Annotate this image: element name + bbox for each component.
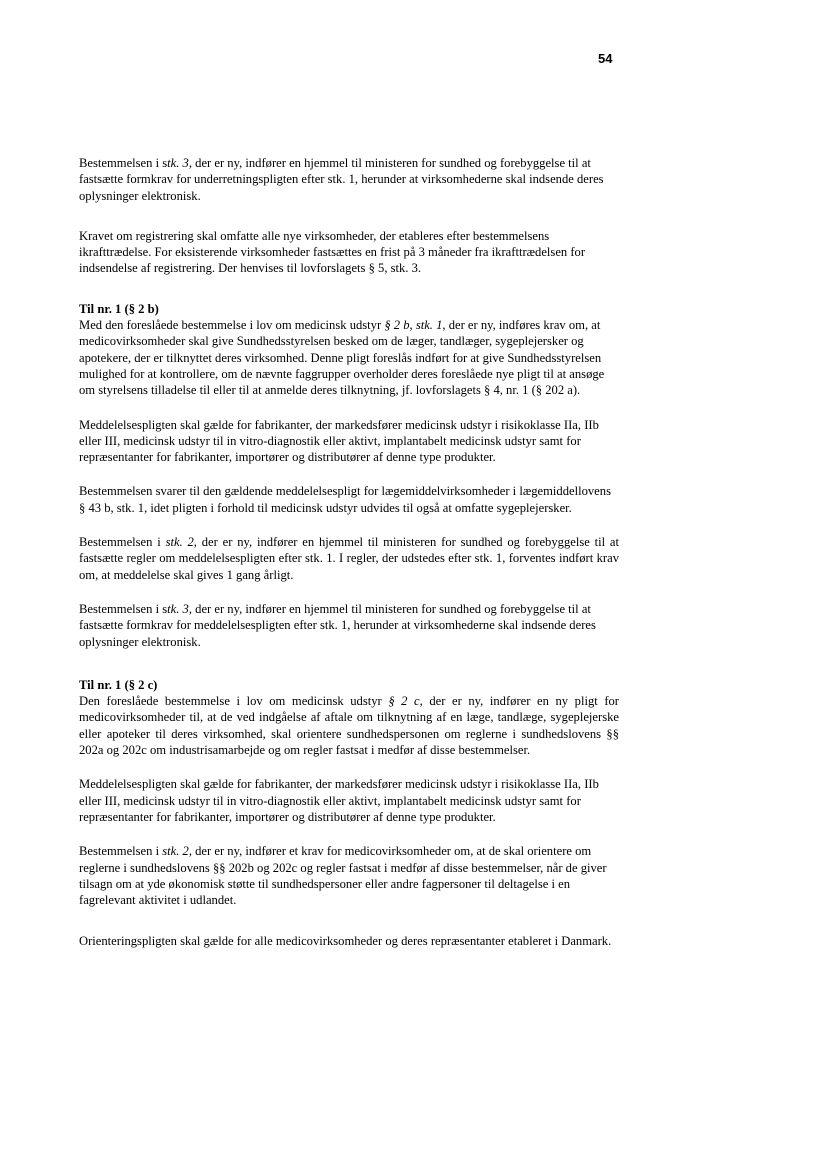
paragraph-svarer-til: Bestemmelsen svarer til den gældende meddelelsespligt for lægemiddelvirksomheder i lægemiddellovens § 43 b, stk. 1, idet pligten i forhold til medicinsk udstyr udvides til også at omfatte sygeplejersker. — [79, 484, 611, 515]
paragraph-stk2-orientering: Bestemmelsen i stk. 2, der er ny, indfører et krav for medicovirksomheder om, at de skal orientere om reglerne i sundhedslovens §§ 202b og 202c og regler fastsat i medfør af disse bestemmelser, når de giver tilsagn om at yde økonomisk støtte til sundhedspersoner eller andre fagpersoner til deltagelse i en fagrelevant aktivitet i udlandet. — [79, 844, 607, 908]
paragraph-meddelelsespligt-2: Meddelelsespligten skal gælde for fabrikanter, der markedsfører medicinsk udstyr i risikoklasse IIa, IIb eller III, medicinsk udstyr til in vitro-diagnostik eller aktivt, implantabelt medicinsk udstyr samt for repræsentanter for fabrikanter, importører og distributører af denne type produkter. — [79, 777, 599, 824]
page-number: 54 — [598, 51, 613, 66]
section-heading-2b: Til nr. 1 (§ 2 b) — [79, 301, 159, 316]
paragraph-2b-intro: Med den foreslåede bestemmelse i lov om medicinsk udstyr § 2 b, stk. 1, der er ny, indføres krav om, at medicovirksomheder skal give Sundhedsstyrelsen besked om de læger, tandlæger, sygeplejersker og apotekere, der er tilknyttet deres virksomhed. Denne pligt foreslås indført for at give Sundhedsstyrelsen mulighed for at kontrollere, om de nævnte faggrupper overholder deres foreslåede nye pligt til at ansøge om styrelsens tilladelse til eller til at anmelde deres tilknytning, jf. lovforslagets § 4, nr. 1 (§ 202 a). — [79, 318, 605, 398]
section-2b — [79, 301, 619, 399]
paragraph-stk3-meddelelse: Bestemmelsen i stk. 3, der er ny, indfører en hjemmel til ministeren for sundhed og forebyggelse til at fastsætte formkrav for meddelelsespligten efter stk. 1, herunder at virksomhederne skal indsende deres oplysninger elektronisk. — [79, 601, 596, 649]
document-body — [79, 155, 619, 950]
paragraph-stk2-regler: Bestemmelsen i stk. 2, der er ny, indfører en hjemmel til ministeren for sundhed og forebyggelse til at fastsætte regler om meddelelsespligten efter stk. 1. I regler, der udstedes efter stk. 1, forventes indført krav om, at meddelelse skal gives 1 gang årligt. — [79, 535, 620, 582]
paragraph-registrering: Kravet om registrering skal omfatte alle nye virksomheder, der etableres efter bestemmelsens ikrafttrædelse. For eksisterende virksomheder fastsættes en frist på 3 måneder fra ikrafttrædelsen for indsendelse af registrering. Der henvises til lovforslagets § 5, stk. 3. — [79, 228, 586, 276]
paragraph-stk3-underretning: Bestemmelsen i stk. 3, der er ny, indfører en hjemmel til ministeren for sundhed og forebyggelse til at fastsætte formkrav for underretningspligten efter stk. 1, herunder at virksomhederne skal indsende deres oplysninger elektronisk. — [79, 156, 604, 203]
paragraph-orienteringspligt: Orienteringspligten skal gælde for alle medicovirksomheder og deres repræsentanter etableret i Danmark. — [79, 934, 612, 949]
paragraph-2c-intro: Den foreslåede bestemmelse i lov om medicinsk udstyr § 2 c, der er ny, indfører en ny pligt for medicovirksomheder til, at de ved indgåelse af aftale om tilknytning af en læge, tandlæge, sygeplejerske eller apoteker til deres virksomhed, skal orientere sundhedspersonen om reglerne i sundhedslovens §§ 202a og 202c om industrisamarbejde og om regler fastsat i medfør af disse bestemmelser. — [79, 694, 619, 758]
paragraph-meddelelsespligt: Meddelelsespligten skal gælde for fabrikanter, der markedsfører medicinsk udstyr i risikoklasse IIa, IIb eller III, medicinsk udstyr til in vitro-diagnostik eller aktivt, implantabelt medicinsk udstyr samt for repræsentanter for fabrikanter, importører og distributører af denne type produkter. — [79, 417, 599, 465]
section-2c — [79, 677, 619, 758]
section-heading-2c: Til nr. 1 (§ 2 c) — [79, 677, 158, 692]
